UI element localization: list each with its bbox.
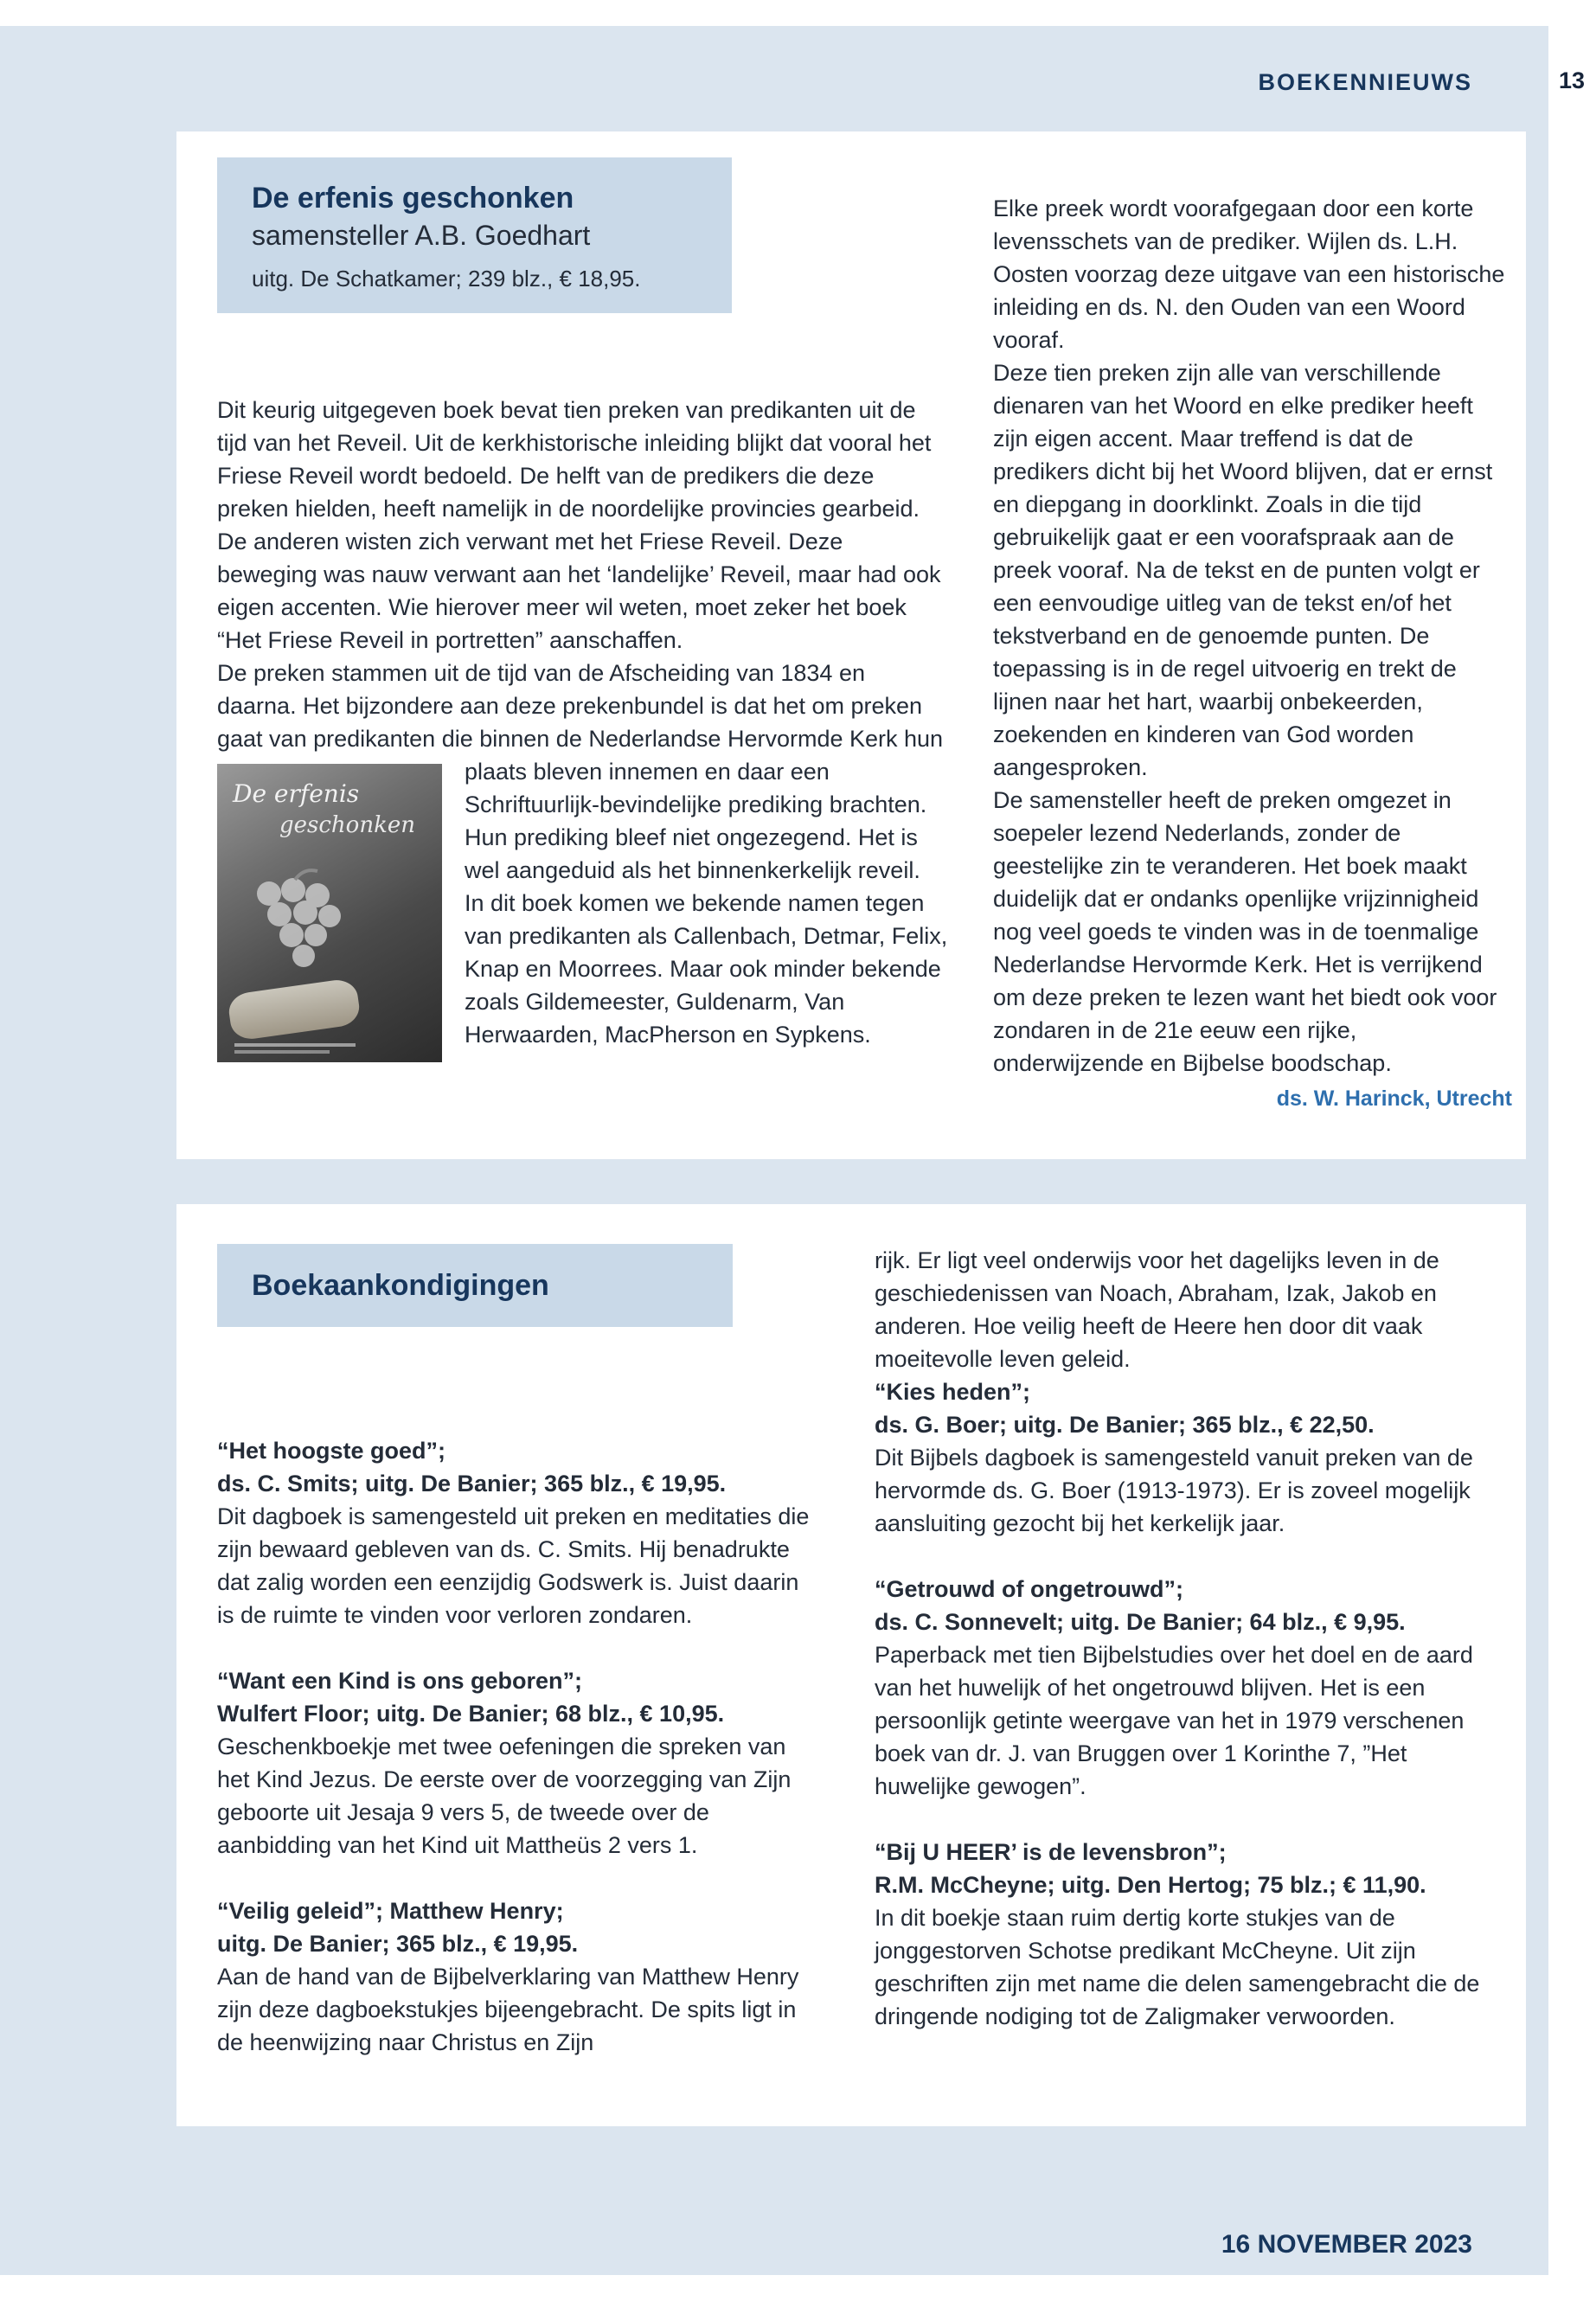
review-panel [176,131,1526,1159]
review-attribution: ds. W. Harinck, Utrecht [1276,1086,1512,1111]
book-title-line: “Want een Kind is ons geboren”; [217,1668,583,1694]
book-publisher-line: ds. C. Smits; uitg. De Banier; 365 blz., € 19,95. [217,1471,727,1497]
book-announcement [875,1375,1485,1540]
review-paragraph-text: Schriftuurlijk-bevindelijke prediking brachten. Hun prediking bleef niet ongezegend. Het is wel aangeduid als het binnenkerkelijk reveil. [465,792,927,883]
announcements-title: Boekaankondigingen [252,1268,549,1302]
issue-date: 16 NOVEMBER 2023 [1221,2230,1472,2259]
book-announcement [875,1573,1485,1803]
review-title-box [217,157,732,313]
book-cover-title-line1: De erfenis [233,779,360,808]
grapes-illustration [234,868,364,980]
book-title-line: “Het hoogste goed”; [217,1438,445,1464]
review-publisher-line: uitg. De Schatkamer; 239 blz., € 18,95. [252,266,641,292]
book-publisher-line: Wulfert Floor; uitg. De Banier; 68 blz., € 10,95. [217,1701,725,1727]
book-publisher-line: ds. G. Boer; uitg. De Banier; 365 blz., € 22,50. [875,1412,1375,1438]
book-cover-image [217,764,442,1062]
book-announcement [875,1836,1485,2033]
book-title-line: “Veilig geleid”; Matthew Henry; [217,1898,564,1924]
review-paragraph: In dit boek komen we bekende namen tegen van predikanten als Callenbach, Detmar, Felix, Knap en Moorrees. Maar ook minder bekende zoals Gildemeester, Guldenarm, Van Herwaarden, MacPherson en Sypkens. [465,890,948,1048]
review-paragraph [217,657,948,887]
book-description: Dit dagboek is samengesteld uit preken en meditaties die zijn bewaard gebleven van ds. C. Smits. Hij benadrukte dat zalig worden een eenzijdig Godswerk is. Juist daarin is de ruimte te vinden voor verloren zondaren. [217,1503,810,1628]
book-title-line: “Bij U HEER’ is de levensbron”; [875,1839,1227,1865]
review-book-title: De erfenis geschonken [252,182,574,215]
review-paragraph-text: De preken stammen uit de tijd van de Afscheiding van 1834 en daarna. Het bijzondere aan deze prekenbundel is dat het om preken gaat van predikanten die binnen de Nederlandse Hervormde Kerk hun plaats bleven innemen en daar een [217,660,944,785]
book-title-line: “Getrouwd of ongetrouwd”; [875,1576,1183,1602]
book-description: Geschenkboekje met twee oefeningen die spreken van het Kind Jezus. De eerste over de voorzegging van Zijn geboorte uit Jesaja 9 vers 5, de tweede over de aanbidding van het Kind uit Mattheüs 2 vers 1. [217,1734,792,1858]
book-publisher-line: uitg. De Banier; 365 blz., € 19,95. [217,1931,579,1957]
review-paragraph: Dit keurig uitgegeven boek bevat tien preken van predikanten uit de tijd van het Reveil. Uit de kerkhistorische inleiding blijkt dat vooral het Friese Reveil wordt bedoeld. De helft van de predikers die deze preken hielden, heeft namelijk in de noordelijke provincies gearbeid. De anderen wisten zich verwant met het Friese Reveil. Deze beweging was nauw verwant aan het ‘landelijke’ Reveil, maar had ook eigen accenten. Wie hierover meer wil weten, moet zeker het boek “Het Friese Reveil in portretten” aanschaffen. [217,397,941,653]
announcements-title-box [217,1244,733,1327]
book-announcement [217,1434,814,1631]
book-description-continued: rijk. Er ligt veel onderwijs voor het dagelijks leven in de geschiedenissen van Noach, Abraham, Izak, Jakob en anderen. Hoe veilig heeft de Heere hen door dit vaak moeitevolle leven geleid. [875,1247,1439,1372]
review-paragraph: Deze tien preken zijn alle van verschillende dienaren van het Woord en elke prediker heeft zijn eigen accent. Maar treffend is dat de predikers dicht bij het Woord blijven, dat er ernst en diepgang in doorklinkt. Zoals in die tijd gebruikelijk gaat er een voorafspraak aan de preek vooraf. Na de tekst en de punten volgt er een eenvoudige uitleg van de tekst en/of het tekstverband en de genoemde punten. De toepassing is in de regel uitvoerig en trekt de lijnen naar het hart, waarbij onbekeerden, zoekenden en kinderen van God worden aangesproken. [993,360,1493,780]
page-background [0,26,1548,2275]
review-paragraph: De samensteller heeft de preken omgezet in soepeler lezend Nederlands, zonder de geestelijke zin te veranderen. Het boek maakt duidelijk dat er ondanks openlijke vrijzinnigheid nog veel goeds te vinden was in de toenmalige Nederlandse Hervormde Kerk. Het is verrijkend om deze preken te lezen want het biedt ook voor zondaren in de 21e eeuw een rijke, onderwijzende en Bijbelse boodschap. [993,787,1497,1076]
page-number: 13 [1559,67,1586,93]
book-announcement [217,1664,814,1862]
cover-caption-lines [234,1043,356,1054]
announcements-right-column [875,1244,1485,2059]
book-description: In dit boekje staan ruim dertig korte stukjes van de jonggestorven Schotse predikant McCheyne. Uit zijn geschriften zijn met name die delen samengebracht die de dringende nodiging tot de Zaligmaker verwoorden. [875,1905,1480,2029]
book-title-line: “Kies heden”; [875,1379,1031,1405]
announcements-panel [176,1204,1526,2126]
book-publisher-line: ds. C. Sonnevelt; uitg. De Banier; 64 blz., € 9,95. [875,1609,1406,1635]
section-header: BOEKENNIEUWS [1258,69,1472,95]
book-description: Dit Bijbels dagboek is samengesteld vanuit preken van de hervormde ds. G. Boer (1913-1973). Er is zoveel mogelijk aansluiting gezocht bij het kerkelijk jaar. [875,1445,1473,1536]
review-left-column [217,157,948,1112]
announcements-left-column [217,1244,814,2059]
book-description: Paperback met tien Bijbelstudies over het doel en de aard van het huwelijk of het ongetrouwd blijven. Het is een persoonlijk getinte weergave van het in 1979 verschenen boek van dr. J. van Bruggen over 1 Korinthe 7, ”Het huwelijke gewogen”. [875,1642,1473,1799]
book-announcement [217,1894,814,2059]
review-compiler: samensteller A.B. Goedhart [252,220,591,251]
book-cover-title-line2: geschonken [279,812,415,838]
review-right-column [993,157,1512,1112]
scroll-illustration [227,977,362,1042]
review-paragraph: Elke preek wordt voorafgegaan door een korte levensschets van de prediker. Wijlen ds. L.H. Oosten voorzag deze uitgave van een historische inleiding en ds. N. den Ouden van een Woord vooraf. [993,195,1505,353]
book-description: Aan de hand van de Bijbelverklaring van Matthew Henry zijn deze dagboekstukjes bijeengebracht. De spits ligt in de heenwijzing naar Christus en Zijn [217,1964,799,2055]
book-publisher-line: R.M. McCheyne; uitg. Den Hertog; 75 blz.; € 11,90. [875,1872,1426,1898]
